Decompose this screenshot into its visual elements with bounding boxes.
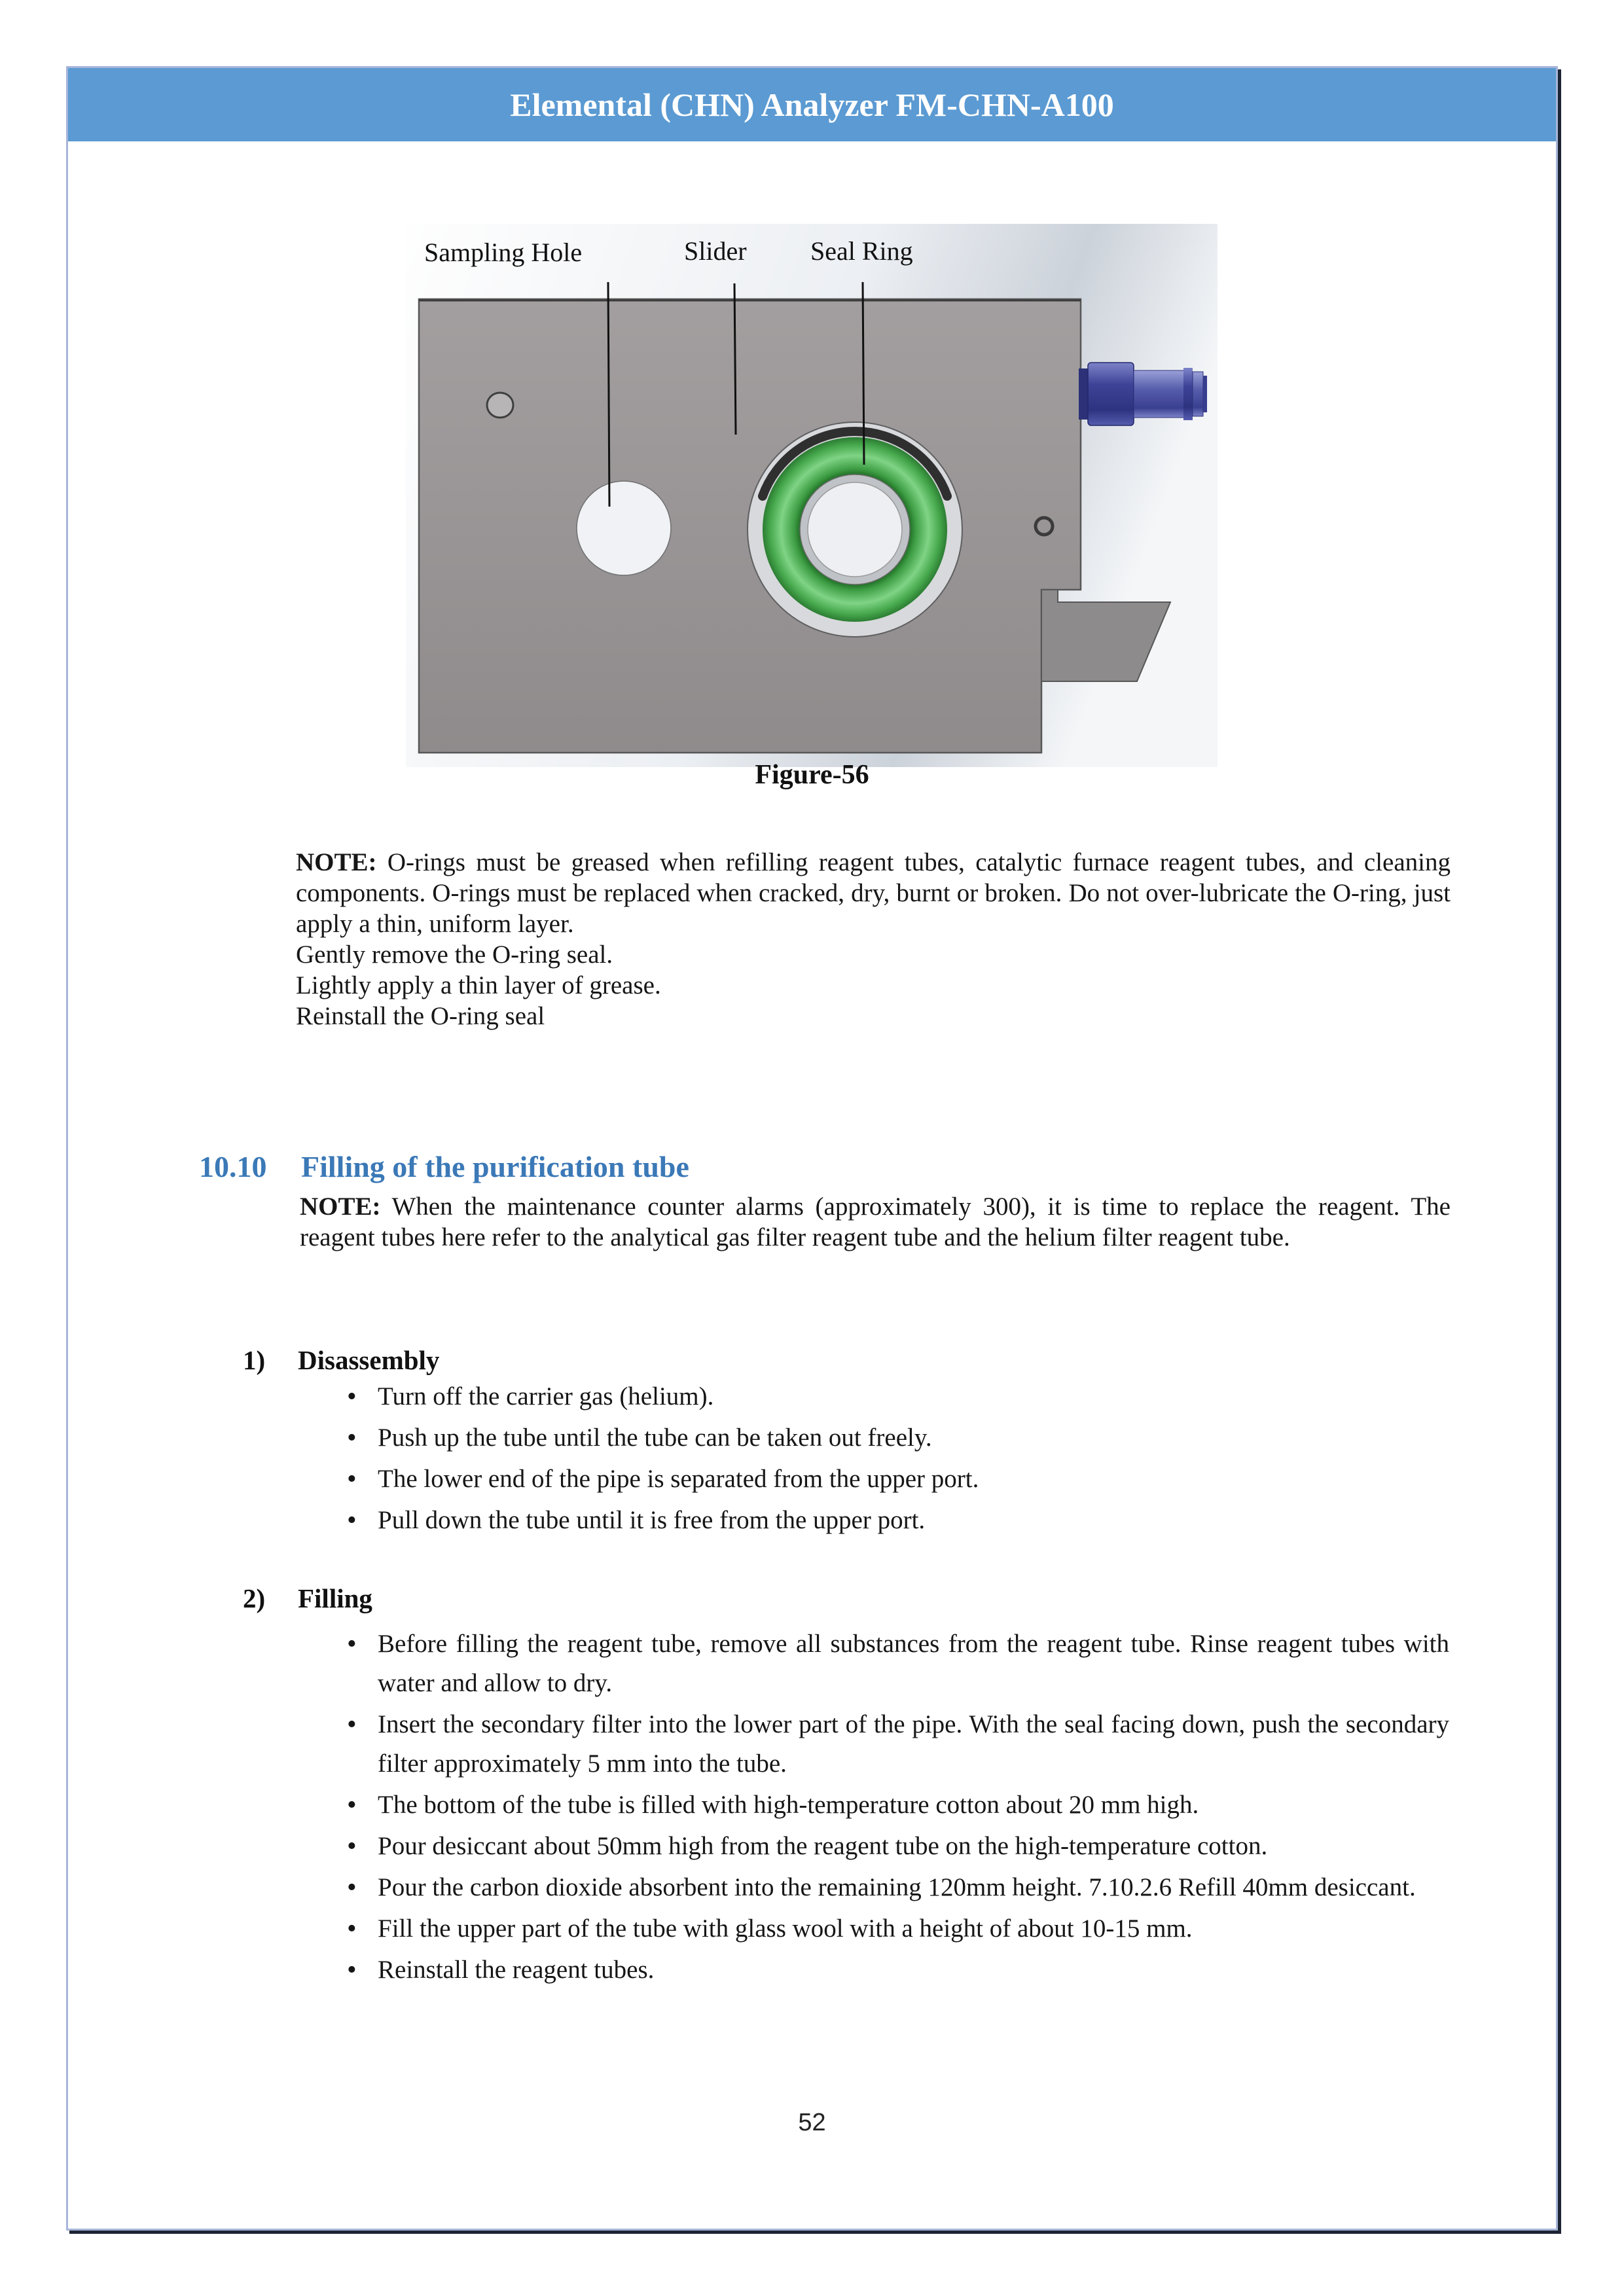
list2-number: 2) [243, 1583, 266, 1613]
list-item [347, 1377, 1449, 1416]
list-item-text: Push up the tube until the tube can be taken out freely. [378, 1424, 932, 1452]
leader-line-sampling-hole [608, 282, 609, 507]
list-item-text: Before filling the reagent tube, remove all substances from the reagent tube. Rinse reagent tubes with water and allow to dry. [378, 1630, 1449, 1697]
note-maintenance-text: When the maintenance counter alarms (approximately 300), it is time to replace the reagent. The reagent tubes here refer to the analytical gas filter reagent tube and the helium filter reagent tube. [300, 1193, 1451, 1251]
page-title: Elemental (CHN) Analyzer FM-CHN-A100 [510, 86, 1114, 123]
header-bar [68, 68, 1556, 141]
note-maintenance-paragraph [300, 1191, 1451, 1253]
figure-caption: Figure-56 [755, 760, 869, 790]
note-line-grease: Lightly apply a thin layer of grease. [296, 971, 661, 999]
fitting-flange [1079, 368, 1088, 420]
section-title: Filling of the purification tube [301, 1150, 689, 1183]
list-item [347, 1460, 1449, 1499]
figure-label-slider: Slider [684, 236, 747, 266]
list-heading-disassembly [243, 1344, 439, 1376]
list-item [347, 1624, 1449, 1703]
list-item [347, 1868, 1449, 1907]
note-label: NOTE: [296, 848, 377, 876]
list-item-text: Fill the upper part of the tube with glass wool with a height of about 10-15 mm. [378, 1914, 1193, 1943]
document-page [66, 66, 1558, 2231]
figure-56-image [406, 224, 1218, 767]
list-item [347, 1950, 1449, 1990]
note-orings-text: O-rings must be greased when refilling reagent tubes, catalytic furnace reagent tubes, and cleaning components. O-rings must be replaced when cracked, dry, burnt or broken. Do not over-lubricate the O-ring, just apply a thin, uniform layer. [296, 848, 1451, 938]
list-item-text: The bottom of the tube is filled with high-temperature cotton about 20 mm high. [378, 1791, 1199, 1819]
pneumatic-fitting-nut [1088, 363, 1134, 425]
note-line-reinstall: Reinstall the O-ring seal [296, 1002, 545, 1030]
list-item [347, 1418, 1449, 1458]
pneumatic-fitting-body [1134, 370, 1185, 418]
figure-56 [406, 224, 1218, 767]
list1-title: Disassembly [298, 1345, 440, 1375]
list2-title: Filling [298, 1583, 372, 1613]
sampling-hole-circle [577, 481, 671, 575]
pin-hole [487, 393, 513, 418]
filling-list [347, 1624, 1449, 1992]
list-item-text: Reinstall the reagent tubes. [378, 1956, 655, 1984]
figure-label-seal-ring: Seal Ring [810, 236, 913, 266]
list-item [347, 1705, 1449, 1784]
slider-center-hole [808, 482, 902, 577]
fitting-ridge [1183, 368, 1193, 420]
note-label-2: NOTE: [300, 1193, 381, 1221]
list-item [347, 1909, 1449, 1948]
list-item-text: The lower end of the pipe is separated from the upper port. [378, 1465, 979, 1493]
note-orings-paragraph [296, 847, 1451, 939]
note-orings [296, 847, 1451, 1031]
note-maintenance-counter [300, 1191, 1451, 1253]
disassembly-list [347, 1377, 1449, 1542]
note-line-remove: Gently remove the O-ring seal. [296, 941, 613, 969]
list-item [347, 1827, 1449, 1866]
page-number: 52 [798, 2109, 826, 2136]
fitting-end-cap [1193, 372, 1203, 416]
list-item-text: Turn off the carrier gas (helium). [378, 1382, 714, 1410]
section-number: 10.10 [199, 1150, 267, 1183]
fitting-tip [1203, 376, 1207, 412]
list-item-text: Pour the carbon dioxide absorbent into the remaining 120mm height. 7.10.2.6 Refill 40mm desiccant. [378, 1873, 1416, 1901]
list-item-text: Pull down the tube until it is free from the upper port. [378, 1506, 926, 1534]
pneumatic-fitting [1079, 363, 1207, 425]
list1-number: 1) [243, 1345, 266, 1375]
figure-label-sampling-hole: Sampling Hole [424, 238, 583, 267]
list-item-text: Insert the secondary filter into the lower part of the pipe. With the seal facing down, push the secondary filter approximately 5 mm into the tube. [378, 1710, 1449, 1778]
section-heading-10-10 [199, 1149, 689, 1184]
list-heading-filling [243, 1583, 372, 1614]
leader-line-seal-ring [863, 282, 864, 465]
list-item [347, 1785, 1449, 1825]
leader-line-slider [734, 283, 736, 435]
list-item-text: Pour desiccant about 50mm high from the reagent tube on the high-temperature cotton. [378, 1832, 1268, 1860]
list-item [347, 1501, 1449, 1540]
